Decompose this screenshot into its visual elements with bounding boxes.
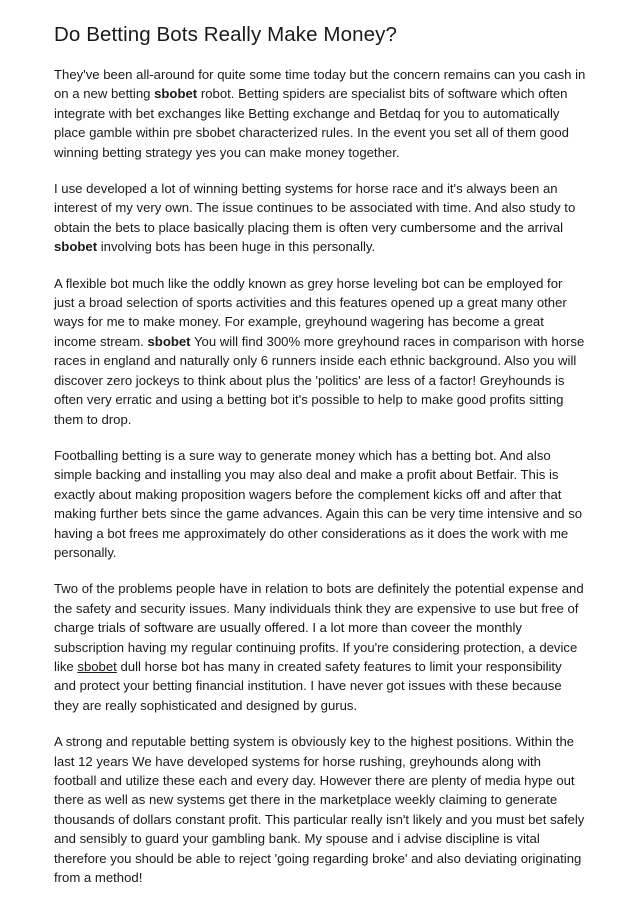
- paragraph-6: [54, 732, 586, 887]
- paragraph-text: Footballing betting is a sure way to generate money which has a betting bot. And also simple backing and installing you may also deal and make a profit about Betfair. This is exactly about making proposition wagers before the complement kicks off and after that making further bets since the game advances. Again this can be very time intensive and so having a bot frees me approximately do other considerations as it does the work with me personally.: [54, 447, 583, 560]
- paragraph-text: They've been all-around for quite some time today but the concern remains can you cash in on a new betting: [54, 67, 586, 102]
- paragraph-text: involving bots has been huge in this personally.: [97, 239, 376, 255]
- paragraph-2: [54, 179, 586, 257]
- paragraph-5: [54, 579, 586, 715]
- paragraph-text: robot. Betting spiders are specialist bits of software which often integrate with bet exchanges like Betting exchange and Betdaq for you to automatically place gamble within pre sbobet characterized rules. In the event you set all of them good winning betting strategy yes you can make money together.: [54, 86, 569, 160]
- paragraph-text: I use developed a lot of winning betting systems for horse race and it's always been an interest of my very own. The issue continues to be associated with time. And also study to obtain the bets to place basically placing them is often very cumbersome and the arrival: [54, 181, 576, 235]
- paragraph-text: A strong and reputable betting system is obviously key to the highest positions. Within the last 12 years We have developed systems for horse rushing, greyhounds along with football and utilize these each and every day. However there are plenty of media hype out there as well as new systems get there in the marketplace weekly claiming to generate thousands of dollars constant profit. This particular really isn't likely and you must bet safely and sensibly to guard your gambling bank. My spouse and i advise discipline is vital therefore you should be able to reject 'going regarding broke' and also deviating originating from a method!: [54, 734, 585, 886]
- sbobet-link[interactable]: sbobet: [77, 658, 117, 674]
- keyword-bold: sbobet: [147, 333, 191, 349]
- paragraph-text: dull horse bot has many in created safety features to limit your responsibility and protect your betting financial institution. I have never got issues with these because they are really sophisticated and designed by gurus.: [54, 658, 562, 713]
- paragraph-1: [54, 65, 586, 162]
- paragraph-4: [54, 446, 586, 562]
- paragraph-3: [54, 274, 586, 429]
- keyword-bold: sbobet: [54, 239, 98, 255]
- page-title: Do Betting Bots Really Make Money?: [54, 23, 397, 46]
- paragraph-text: Two of the problems people have in relation to bots are definitely the potential expense and the safety and security issues. Many individuals think they are expensive to use but free of charge trials of software are usually offered. I a lot more than coveer the monthly subscription having my regular continuing profits. If you're considering protection, a device like: [54, 581, 584, 674]
- paragraph-text: You will find 300% more greyhound races in comparison with horse races in england and naturally only 6 runners inside each ethnic background. Also you will discover zero jockeys to think about plus the 'politics' are less of a factor! Greyhounds is often very erratic and using a betting bot it's possible to help to make good profits sitting them to drop.: [54, 333, 585, 427]
- keyword-bold: sbobet: [154, 86, 198, 102]
- paragraph-text: A flexible bot much like the oddly known as grey horse leveling bot can be employed for just a broad selection of sports activities and this features opened up a great many other ways for me to make money. For example, greyhound wagering has become a great income stream.: [54, 275, 567, 349]
- document-page: [54, 22, 586, 904]
